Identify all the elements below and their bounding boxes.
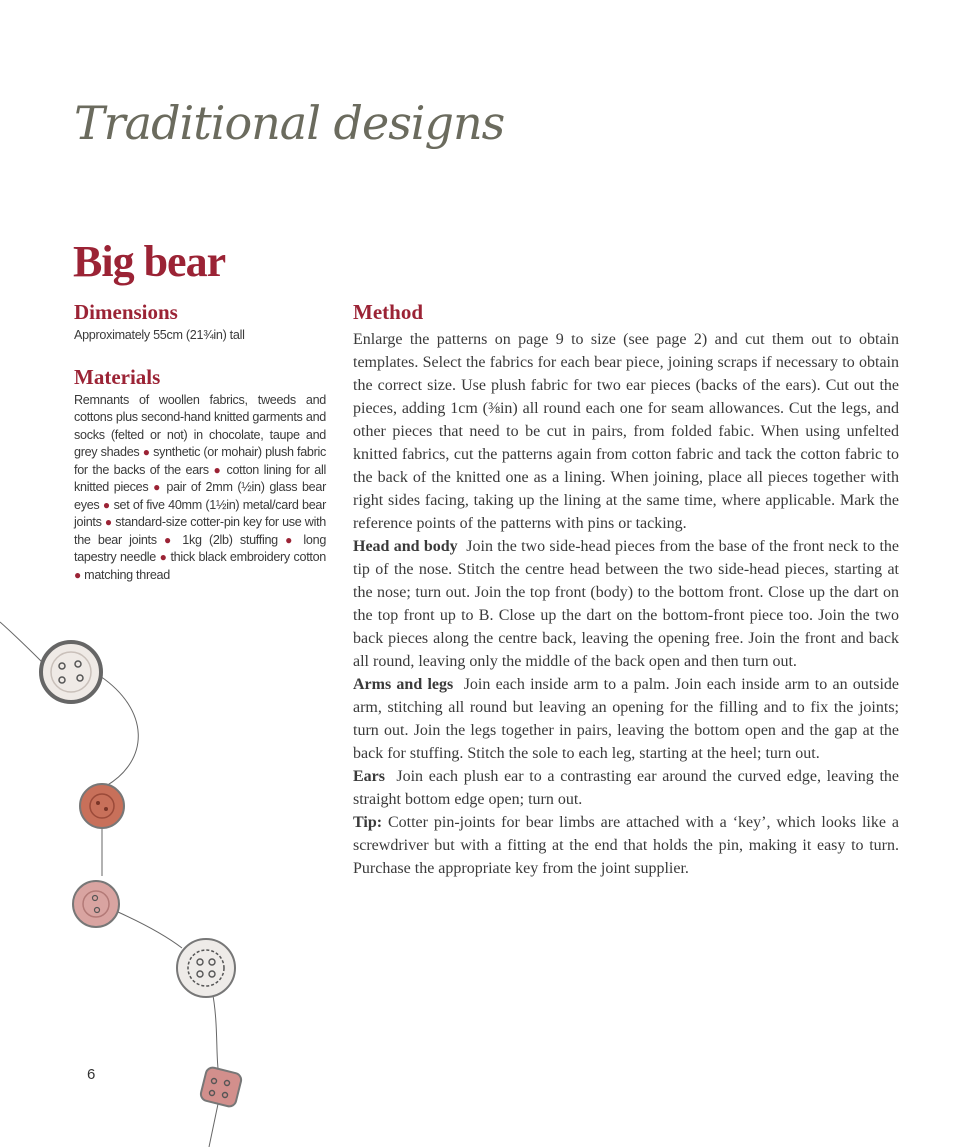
subheading-ears: Ears [353, 768, 385, 785]
left-column [74, 300, 326, 584]
materials-item: pair of 2mm (½in) glass bear eyes [74, 480, 326, 512]
right-column [353, 300, 899, 880]
tip-paragraph [353, 811, 899, 880]
method-section-arms-legs [353, 673, 899, 765]
method-section-head-body [353, 535, 899, 673]
section-title: Traditional designs [74, 96, 505, 150]
section-text: Join the two side-head pieces from the base of the front neck to the tip of the nose. Stitch the centre head between the two side-head pieces, starting at the nose; turn out. Join the top front (body) to the bottom front. Close up the dart on the top front up to B. Close up the dart on the bottom-front piece too. Join the two back pieces along the centre back, leaving the opening free. Join the front and back all round, leaving only the middle of the back open and then turn out. [353, 538, 900, 670]
bullet-icon: ● [104, 515, 112, 529]
method-section-ears [353, 765, 899, 811]
materials-item: long tapestry needle [74, 532, 327, 564]
method-intro: Enlarge the patterns on page 9 to size (see page 2) and cut them out to obtain templates. Select the fabrics for each bear piece, joining scraps if necessary to obtain the correct size. Use plush fabric for two ear pieces (backs of the ears). Cut out the pieces, adding 1cm (⅜in) all round each one for seam allowances. Cut the legs, and other pieces that need to be cut in pairs, from folded fabic. When using unfelted knitted fabrics, cut the patterns again from cotton fabric and tack the cotton fabric to the back of the knitted one as a lining. When joining, place all pieces together with right sides facing, taking up the lining at the same time, where applicable. Mark the reference points of the patterns with pins or tacking. [353, 331, 899, 532]
materials-item: cotton lining for all knitted pieces [74, 462, 326, 494]
bullet-icon: ● [102, 497, 111, 512]
button-icon [41, 642, 101, 702]
materials-item: matching thread [84, 567, 170, 582]
materials-item: thick black embroidery cotton [170, 550, 326, 564]
bullet-icon: ● [74, 567, 81, 582]
materials-list [74, 392, 326, 585]
bullet-icon: ● [153, 480, 162, 494]
method-body [353, 328, 899, 880]
materials-item: Remnants of woollen fabrics, tweeds and cottons plus second-hand knitted garments and socks (felted or not) in chocolate, taupe and grey shades [74, 392, 326, 459]
bullet-icon: ● [159, 550, 167, 564]
bullet-icon: ● [213, 462, 222, 477]
bullet-icon: ● [164, 532, 176, 547]
button-icon [199, 1066, 242, 1108]
dimensions-text: Approximately 55cm (21¾in) tall [74, 328, 245, 342]
page-number: 6 [87, 1066, 96, 1083]
subheading-arms-and-legs: Arms and legs [353, 676, 454, 693]
materials-item: set of five 40mm (1½in) metal/card bear joints [74, 497, 327, 529]
button-icon [80, 784, 124, 828]
button-garland-illustration [0, 600, 260, 1147]
method-heading: Method [353, 300, 423, 324]
bullet-icon: ● [142, 445, 150, 459]
page-title: Big bear [73, 237, 226, 286]
tip-text: Cotter pin-joints for bear limbs are attached with a ‘key’, which looks like a screwdriver but with a fitting at the end that holds the pin, making it easy to turn. Purchase the appropriate key from the joint supplier. [353, 814, 900, 877]
button-icon [177, 939, 235, 997]
tip-label: Tip: [353, 814, 383, 831]
materials-heading: Materials [74, 364, 161, 389]
subheading-head-and-body: Head and body [353, 538, 458, 555]
bullet-icon: ● [285, 532, 297, 547]
button-icon [73, 881, 119, 927]
section-text: Join each inside arm to a palm. Join each inside arm to an outside arm, stitching all round but leaving an opening for the filling and to fix the joints; turn out. Join the legs together in pairs, leaving the bottom open and the gap at the back for stuffing. Stitch the sole to each leg, starting at the heel; turn out. [353, 676, 900, 762]
section-text: Join each plush ear to a contrasting ear around the curved edge, leaving the straight bottom edge open; turn out. [353, 768, 900, 808]
materials-item: 1kg (2lb) stuffing [182, 532, 278, 547]
materials-item: standard-size cotter-pin key for use with the bear joints [74, 515, 326, 547]
materials-item: synthetic (or mohair) plush fabric for the backs of the ears [74, 445, 327, 477]
dimensions-heading: Dimensions [74, 300, 178, 324]
